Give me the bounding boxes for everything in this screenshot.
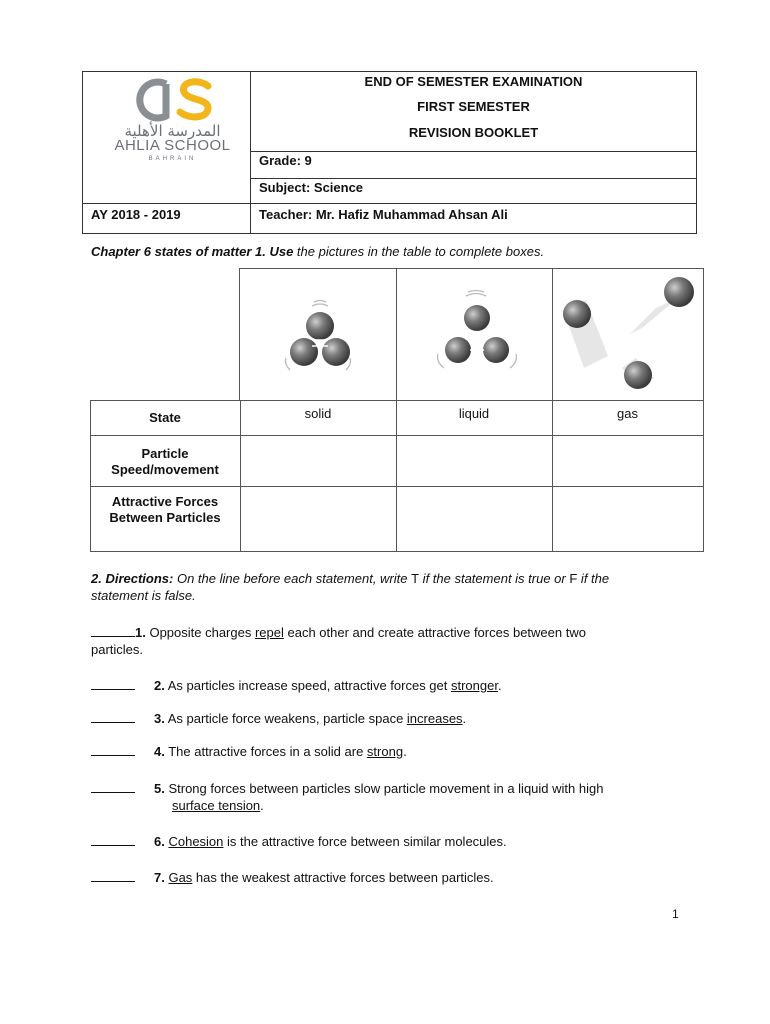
statement-5 [91,780,135,797]
state-solid: solid [304,406,332,421]
school-logo-icon [110,74,240,124]
grade-label: Grade: 9 [259,153,312,168]
logo-arabic-name: المدرسة الأهلية [124,122,221,140]
statement-number: 2. [154,678,165,693]
chapter-bold: Chapter 6 states of matter 1. Use [91,244,294,259]
school-logo [110,74,240,166]
statement-4 [91,743,135,760]
gas-particles-image [556,272,701,397]
logo-country: BAHRAIN [148,156,197,162]
solid-particles-image [280,296,360,376]
booklet-label: REVISION BOOKLET [408,125,539,140]
statement-underlined: Gas [168,870,193,885]
statement-number: 3. [154,711,165,726]
directions-text-b: if the statement is true or [419,571,570,586]
directions [91,570,661,604]
chapter-rest: the pictures in the table to complete boxes. [293,244,545,259]
answer-blank-2[interactable] [91,678,135,690]
statement-7-text [154,869,684,886]
directions-label: 2. Directions: [91,571,174,586]
chapter-instruction [91,244,544,259]
statement-text: . [462,711,467,726]
directions-text-c: if the statement is false. [91,571,610,603]
subject-label: Subject: Science [259,180,364,195]
page-number: 1 [672,907,679,921]
liquid-particles-image [432,288,522,378]
statement-2-text [154,677,684,694]
statement-number: 7. [154,870,165,885]
state-liquid: liquid [458,406,490,421]
statement-underlined: stronger [450,678,498,693]
answer-blank-1[interactable] [91,625,135,637]
answer-blank-7[interactable] [91,870,135,882]
statement-text: As particles increase speed, attractive forces get [164,678,451,693]
state-gas: gas [617,406,638,421]
directions-true-letter: T [411,571,420,586]
statement-5-text [154,780,684,814]
answer-blank-6[interactable] [91,834,135,846]
statement-underlined: increases [406,711,463,726]
statement-6-text [154,833,684,850]
statement-number: 5. [154,781,165,796]
statement-6 [91,833,135,850]
statement-underlined: Cohesion [168,834,224,849]
directions-text-a: On the line before each statement, write [173,571,412,586]
statement-7 [91,869,135,886]
statement-underlined: strong [366,744,404,759]
statement-text: has the weakest attractive forces between particles. [192,870,494,885]
statement-number: 4. [154,744,165,759]
statement-number: 6. [154,834,165,849]
row-label-forces: Attractive Forces Between Particles [109,494,221,525]
semester-label: FIRST SEMESTER [417,99,530,114]
answer-blank-3[interactable] [91,711,135,723]
exam-title: END OF SEMESTER EXAMINATION [364,74,583,89]
statement-text: . [497,678,502,693]
row-label-speed: Particle Speed/movement [111,446,219,477]
statement-text: . [403,744,407,759]
statement-4-text [154,743,684,760]
statement-3 [91,710,135,727]
statement-text: . [260,798,264,813]
statement-underlined: repel [254,625,284,640]
statement-text: Strong forces between particles slow particle movement in a liquid with high [164,781,604,796]
statement-3-text [154,710,684,727]
statement-text: Opposite charges [145,625,255,640]
directions-false-letter: F [569,571,578,586]
logo-english-name: AHLIA SCHOOL [114,137,231,154]
statement-text: each other and create attractive forces between two [283,625,586,640]
statement-text: As particle force weakens, particle space [164,711,407,726]
statement-1 [91,624,681,658]
row-label-state: State [149,410,181,425]
answer-blank-5[interactable] [91,781,135,793]
teacher-label: Teacher: Mr. Hafiz Muhammad Ahsan Ali [259,207,508,222]
statement-text: The attractive forces in a solid are [164,744,367,759]
answer-blank-4[interactable] [91,744,135,756]
statement-continuation: particles. [91,642,144,657]
statement-number: 1. [135,625,146,640]
statement-underlined: surface tension [172,798,261,813]
statement-text: is the attractive force between similar molecules. [223,834,507,849]
academic-year: AY 2018 - 2019 [91,207,181,222]
